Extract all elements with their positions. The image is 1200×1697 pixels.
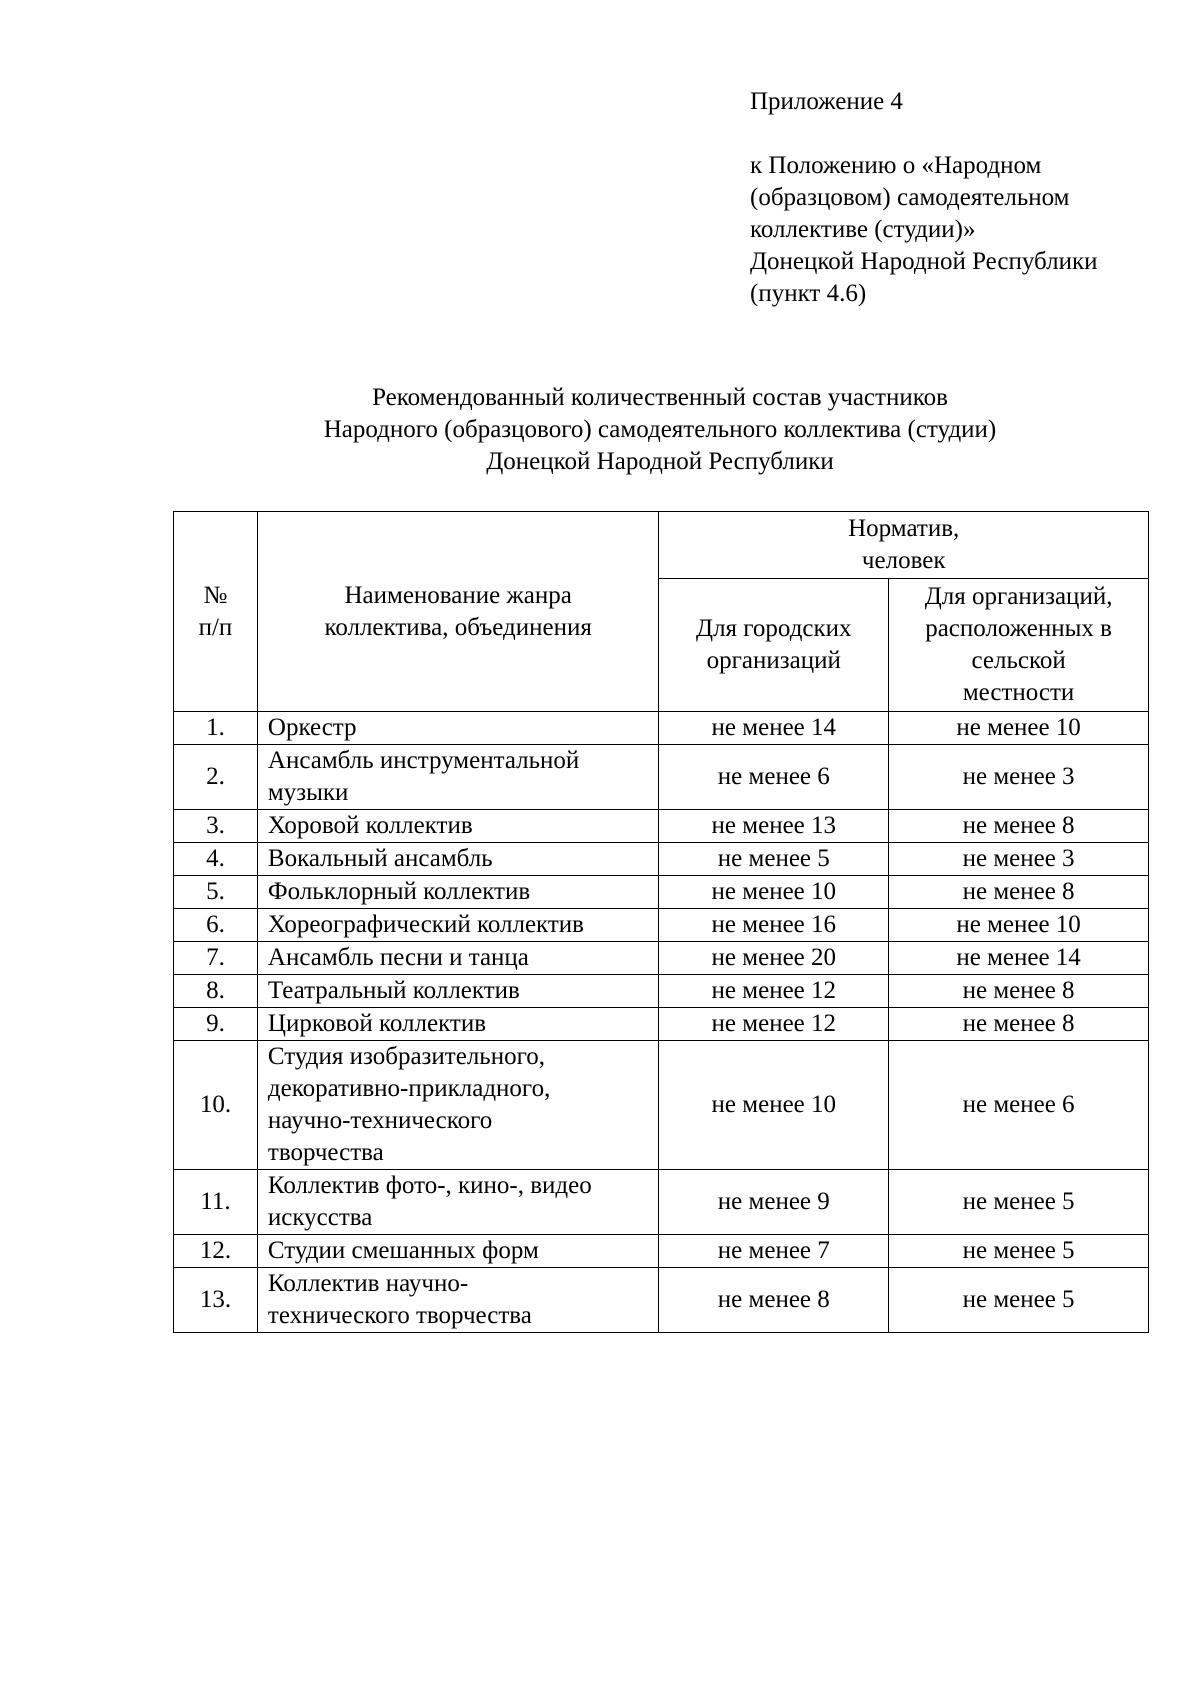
appendix-reference-line: (пункт 4.6) bbox=[750, 280, 867, 307]
row-city-norm: не менее 12 bbox=[659, 975, 889, 1008]
appendix-reference-line: коллективе (студии)» bbox=[750, 216, 976, 243]
title-line: Донецкой Народной Республики bbox=[486, 448, 834, 475]
row-rural-norm: не менее 3 bbox=[889, 745, 1149, 810]
table-row bbox=[174, 843, 1149, 876]
row-number: 8. bbox=[174, 975, 258, 1008]
row-rural-norm: не менее 10 bbox=[889, 909, 1149, 942]
table-row bbox=[174, 810, 1149, 843]
row-genre-name: Студия изобразительного, декоративно-прикладного, научно-технического творчества bbox=[257, 1041, 658, 1170]
row-city-norm: не менее 6 bbox=[659, 745, 889, 810]
row-number: 10. bbox=[174, 1041, 258, 1170]
row-city-norm: не менее 12 bbox=[659, 1008, 889, 1041]
table-row bbox=[174, 909, 1149, 942]
title-line: Рекомендованный количественный состав участников bbox=[372, 384, 948, 411]
row-genre-name: Коллектив фото-, кино-, видео искусства bbox=[257, 1170, 658, 1235]
document-title bbox=[170, 382, 1150, 478]
header-number: № п/п bbox=[174, 512, 258, 712]
row-city-norm: не менее 16 bbox=[659, 909, 889, 942]
row-city-norm: не менее 13 bbox=[659, 810, 889, 843]
row-city-norm: не менее 5 bbox=[659, 843, 889, 876]
appendix-reference-line: (образцовом) самодеятельном bbox=[750, 184, 1070, 211]
appendix-reference-line: Донецкой Народной Республики bbox=[750, 248, 1098, 275]
row-rural-norm: не менее 8 bbox=[889, 810, 1149, 843]
row-rural-norm: не менее 5 bbox=[889, 1170, 1149, 1235]
row-number: 1. bbox=[174, 712, 258, 745]
table-row bbox=[174, 712, 1149, 745]
row-rural-norm: не менее 5 bbox=[889, 1235, 1149, 1268]
row-genre-name: Коллектив научно- технического творчества bbox=[257, 1268, 658, 1333]
row-number: 11. bbox=[174, 1170, 258, 1235]
row-rural-norm: не менее 8 bbox=[889, 876, 1149, 909]
table-body bbox=[174, 712, 1149, 1333]
row-city-norm: не менее 10 bbox=[659, 876, 889, 909]
row-genre-name: Вокальный ансамбль bbox=[257, 843, 658, 876]
table-row bbox=[174, 975, 1149, 1008]
row-city-norm: не менее 8 bbox=[659, 1268, 889, 1333]
norms-table bbox=[173, 511, 1149, 1333]
row-rural-norm: не менее 8 bbox=[889, 975, 1149, 1008]
row-genre-name: Театральный коллектив bbox=[257, 975, 658, 1008]
row-genre-name: Студии смешанных форм bbox=[257, 1235, 658, 1268]
row-number: 5. bbox=[174, 876, 258, 909]
table-row bbox=[174, 1041, 1149, 1170]
row-genre-name: Фольклорный коллектив bbox=[257, 876, 658, 909]
row-city-norm: не менее 7 bbox=[659, 1235, 889, 1268]
row-genre-name: Ансамбль инструментальной музыки bbox=[257, 745, 658, 810]
appendix-spacer bbox=[750, 118, 1170, 150]
row-city-norm: не менее 10 bbox=[659, 1041, 889, 1170]
row-number: 2. bbox=[174, 745, 258, 810]
header-rural: Для организаций, расположенных в сельской местности bbox=[889, 579, 1149, 712]
row-rural-norm: не менее 5 bbox=[889, 1268, 1149, 1333]
table-row bbox=[174, 1170, 1149, 1235]
row-rural-norm: не менее 8 bbox=[889, 1008, 1149, 1041]
appendix-block bbox=[750, 86, 1170, 310]
table-row bbox=[174, 1268, 1149, 1333]
row-city-norm: не менее 9 bbox=[659, 1170, 889, 1235]
row-city-norm: не менее 20 bbox=[659, 942, 889, 975]
row-genre-name: Цирковой коллектив bbox=[257, 1008, 658, 1041]
row-number: 13. bbox=[174, 1268, 258, 1333]
row-genre-name: Ансамбль песни и танца bbox=[257, 942, 658, 975]
row-rural-norm: не менее 10 bbox=[889, 712, 1149, 745]
row-genre-name: Хоровой коллектив bbox=[257, 810, 658, 843]
row-number: 4. bbox=[174, 843, 258, 876]
row-city-norm: не менее 14 bbox=[659, 712, 889, 745]
row-number: 9. bbox=[174, 1008, 258, 1041]
table-row bbox=[174, 876, 1149, 909]
appendix-number: Приложение 4 bbox=[750, 88, 903, 115]
table-row bbox=[174, 1235, 1149, 1268]
row-number: 7. bbox=[174, 942, 258, 975]
row-rural-norm: не менее 14 bbox=[889, 942, 1149, 975]
appendix-reference-line: к Положению о «Народном bbox=[750, 152, 1042, 179]
row-rural-norm: не менее 6 bbox=[889, 1041, 1149, 1170]
header-city: Для городских организаций bbox=[659, 579, 889, 712]
row-rural-norm: не менее 3 bbox=[889, 843, 1149, 876]
table-row bbox=[174, 942, 1149, 975]
header-norm: Норматив, человек bbox=[659, 512, 1149, 579]
header-genre-name: Наименование жанра коллектива, объединения bbox=[257, 512, 658, 712]
title-line: Народного (образцового) самодеятельного коллектива (студии) bbox=[323, 416, 997, 443]
table-row bbox=[174, 1008, 1149, 1041]
row-genre-name: Оркестр bbox=[257, 712, 658, 745]
table-row bbox=[174, 745, 1149, 810]
row-number: 6. bbox=[174, 909, 258, 942]
row-number: 12. bbox=[174, 1235, 258, 1268]
row-genre-name: Хореографический коллектив bbox=[257, 909, 658, 942]
row-number: 3. bbox=[174, 810, 258, 843]
